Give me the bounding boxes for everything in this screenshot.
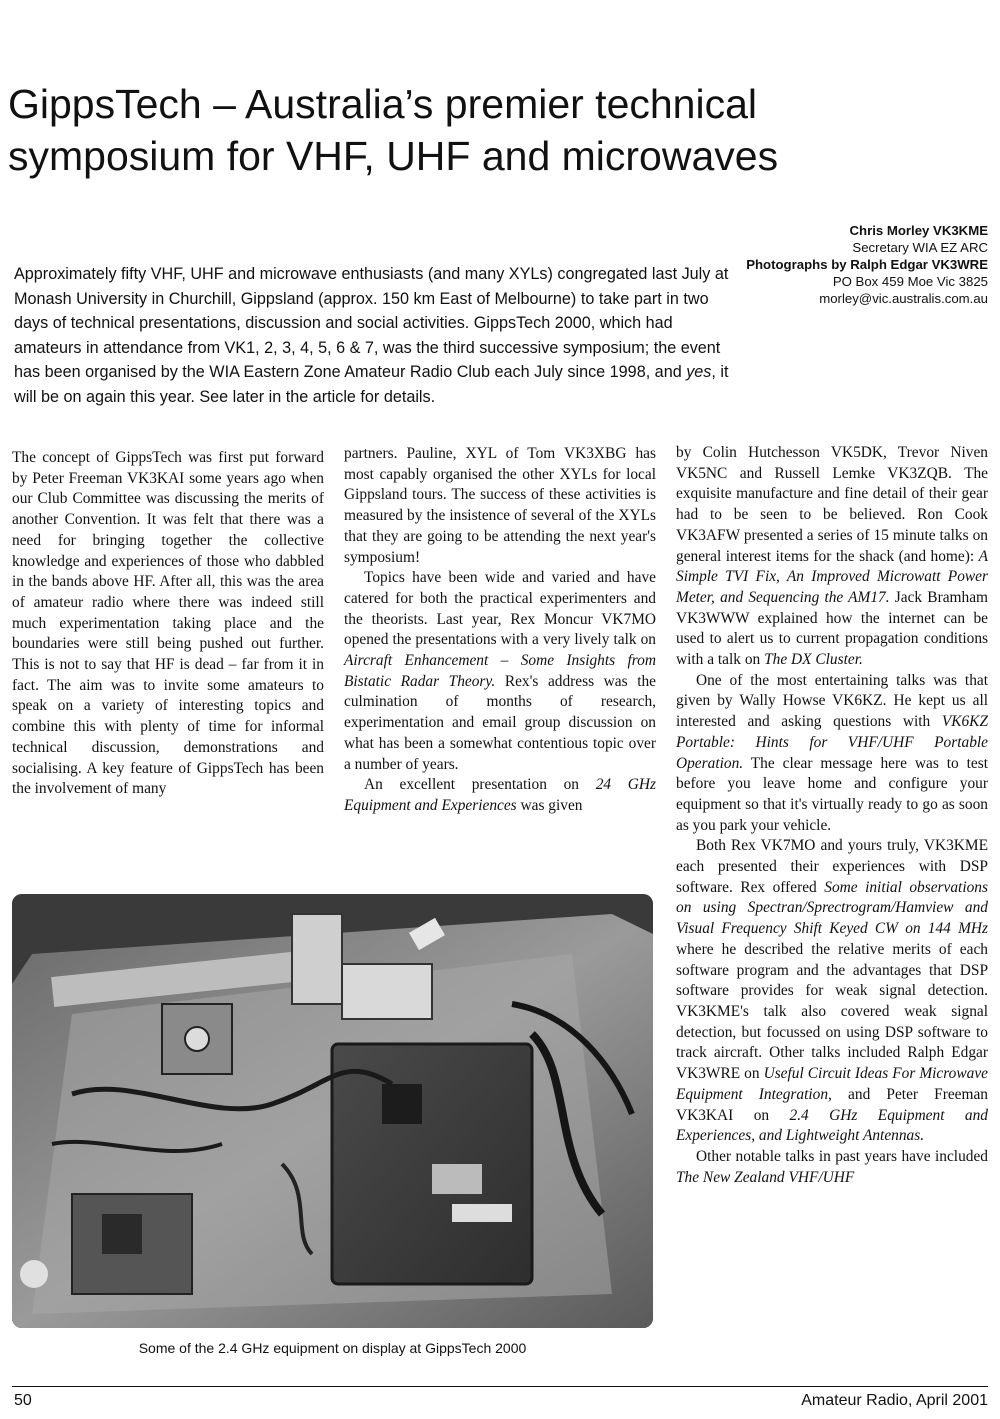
col2-p3-text-a: An excellent presentation on <box>364 776 596 794</box>
col2-paragraph-3 <box>344 775 656 816</box>
col2-p2-text-b: Rex's address was the culmination of months of research, experimentation and email group discussion on what has been a somewhat contentious topic over a number of years. <box>344 672 656 773</box>
col3-p3-text-a: Both Rex VK7MO and yours truly, VK3KME each presented their experiences with DSP software. Rex offered <box>676 837 988 896</box>
col3-p1-italic: A Simple TVI Fix, An Improved Microwatt Power Meter, and Sequencing the AM17. <box>676 547 988 606</box>
col1-paragraph-1: The concept of GippsTech was first put forward by Peter Freeman VK3KAI some years ago when our Club Committee was discussing the merits of another Convention. It was felt that there was a need for bringing together the collective knowledge and experiences of those who dabbled in the bands above HF. After all, this was the area of amateur radio where there was indeed still much experimentation taking place and the boundaries were still being pushed out further. This is not to say that HF is dead – far from it in fact. The aim was to invite some amateurs to speak on a variety of interesting topics and combine this with plenty of time for informal technical discussion, demonstrations and socialising. A key feature of GippsTech has been the involvement of many <box>12 449 324 798</box>
col3-p3-text-b: where he described the relative merits of each software program and the advantages that DSP software provides for weak signal detection. VK3KME's talk also covered weak signal detection, but focussed on using DSP software to track aircraft. Other talks included Ralph Edgar VK3WRE on <box>676 940 988 1083</box>
equipment-photo <box>12 894 653 1328</box>
col3-paragraph-1 <box>676 443 988 671</box>
col2-p2-text-a: Topics have been wide and varied and have catered for both the practical experimenters and the theorists. Last year, Rex Moncur VK7MO opened the presentations with a very lively talk on <box>344 569 656 649</box>
byline-photos: Photographs by Ralph Edgar VK3WRE <box>746 257 988 272</box>
col3-p3-italic: Some initial observations on using Spectran/Sprectrogram/Hamview and Visual Frequency Shift Keyed CW on 144 MHz <box>676 878 988 938</box>
col3-p4-italic: The New Zealand VHF/UHF <box>676 1168 855 1186</box>
publication-info: Amateur Radio, April 2001 <box>801 1392 988 1409</box>
equipment-photo-image <box>12 894 653 1328</box>
col3-paragraph-2 <box>676 671 988 837</box>
byline-email: morley@vic.australis.com.au <box>819 291 988 306</box>
col2-p2-italic: Aircraft Enhancement – Some Insights from Bistatic Radar Theory. <box>344 652 656 690</box>
byline-address: PO Box 459 Moe Vic 3825 <box>832 274 988 289</box>
body-column-1 <box>12 448 324 800</box>
col3-p1-italic-2: The DX Cluster. <box>764 651 863 669</box>
body-column-2 <box>344 444 656 817</box>
photo-caption: Some of the 2.4 GHz equipment on display at GippsTech 2000 <box>138 1340 527 1356</box>
col3-p2-italic: VK6KZ Portable: Hints for VHF/UHF Portable Operation. <box>676 713 988 772</box>
body-column-3 <box>676 443 988 1188</box>
col2-p3-italic: 24 GHz Equipment and Experiences <box>344 776 656 814</box>
col3-paragraph-3 <box>676 836 988 1147</box>
article-title: GippsTech – Australia’s premier technical symposium for VHF, UHF and microwaves <box>8 81 779 179</box>
footer-rule <box>12 1386 988 1387</box>
col3-p3-italic-3: 2.4 GHz Equipment and Experiences, and Lightweight Antennas. <box>676 1106 988 1145</box>
byline <box>746 222 988 307</box>
col2-paragraph-1: partners. Pauline, XYL of Tom VK3XBG has most capably organised the other XYLs for local Gippsland tours. The success of these activities is measured by the insistence of several of the XYLs that they are going to be attending the next year's symposium! <box>344 445 656 566</box>
byline-role: Secretary WIA EZ ARC <box>852 240 988 255</box>
col3-p3-italic-2: Useful Circuit Ideas For Microwave Equipment Integration, <box>676 1065 988 1103</box>
col3-p1-text-b: Jack Bramham VK3WWW explained how the internet can be used to alert us to current propagation conditions with a talk on <box>676 588 988 669</box>
col2-paragraph-2 <box>344 568 656 775</box>
intro-text-2: , it will be on again this year. See later in the article for details. <box>14 363 729 406</box>
intro-paragraph <box>14 262 744 409</box>
col3-p4-text-a: Other notable talks in past years have included <box>696 1147 988 1165</box>
intro-yes: yes <box>686 363 712 381</box>
byline-author: Chris Morley VK3KME <box>849 223 988 238</box>
col3-p2-text-b: The clear message here was to test before you leave home and configure your equipment so that it's virtually ready to go as soon as you park your vehicle. <box>676 754 988 834</box>
col3-paragraph-4 <box>676 1147 988 1188</box>
intro-text-1: Approximately fifty VHF, UHF and microwave enthusiasts (and many XYLs) congregated last July at Monash University in Churchill, Gippsland (approx. 150 km East of Melbourne) to take part in two days of technical presentations, discussion and social activities. GippsTech 2000, which had amateurs in attendance from VK1, 2, 3, 4, 5, 6 & 7, was the third successive symposium; the event has been organised by the WIA Eastern Zone Amateur Radio Club each July since 1998, and <box>14 265 729 381</box>
col3-p2-text-a: One of the most entertaining talks was that given by Wally Howse VK6KZ. He kept us all interested and asking questions with <box>676 671 988 731</box>
col3-p3-text-c: and Peter Freeman VK3KAI on <box>676 1085 988 1124</box>
col2-p3-text-b: was given <box>516 796 583 814</box>
col3-p1-text-a: by Colin Hutchesson VK5DK, Trevor Niven VK5NC and Russell Lemke VK3ZQB. The exquisite manufacture and fine detail of their gear had to be seen to be believed. Ron Cook VK3AFW presented a series of 15 minute talks on general interest items for the shack (and home): <box>676 444 988 565</box>
page-number: 50 <box>14 1392 32 1409</box>
